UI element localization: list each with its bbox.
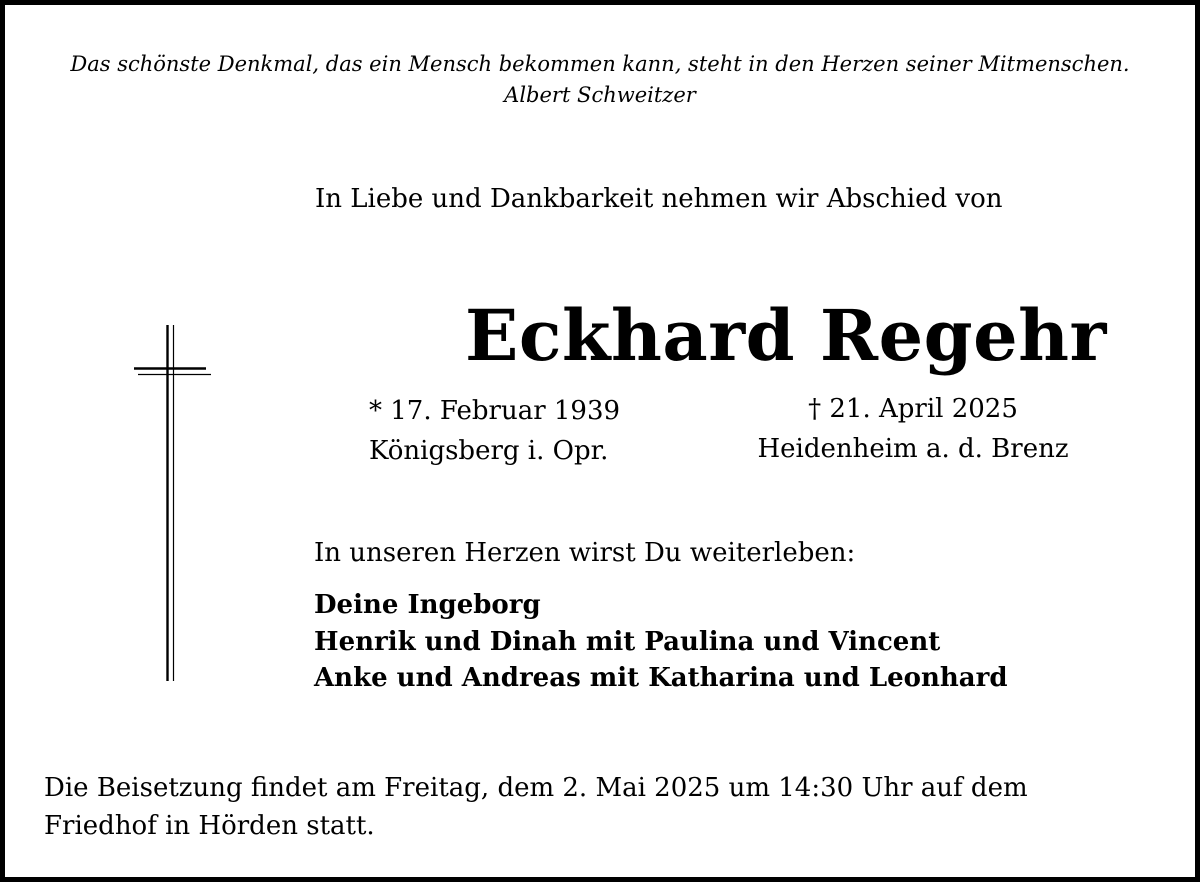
death-date: † 21. April 2025 (808, 394, 1018, 424)
birth-info (369, 391, 620, 471)
death-place: Heidenheim a. d. Brenz (757, 434, 1069, 464)
funeral-line: Friedhof in Hörden statt. (44, 811, 375, 841)
cross-icon (130, 323, 215, 685)
farewell-intro: In Liebe und Dankbarkeit nehmen wir Abschied von (315, 184, 1003, 214)
quote-author: Albert Schweitzer (504, 83, 696, 107)
survivor-line: Deine Ingeborg (314, 590, 541, 620)
survivor-line: Anke und Andreas mit Katharina und Leonhard (314, 663, 1008, 693)
survivor-line: Henrik und Dinah mit Paulina und Vincent (314, 626, 941, 657)
deceased-name: Eckhard Regehr (465, 294, 1107, 377)
funeral-line: Die Beisetzung findet am Freitag, dem 2. Mai 2025 um 14:30 Uhr auf dem (44, 773, 1028, 803)
death-info (743, 389, 1083, 469)
quote-text: Das schönste Denkmal, das ein Mensch bekommen kann, steht in den Herzen seiner Mitmenschen. (70, 52, 1130, 76)
birth-date: * 17. Februar 1939 (369, 396, 621, 426)
survivors-list (314, 587, 1008, 697)
birth-place: Königsberg i. Opr. (369, 436, 609, 466)
funeral-announcement (44, 769, 1028, 845)
survivors-intro: In unseren Herzen wirst Du weiterleben: (314, 538, 856, 568)
epigraph-quote (5, 49, 1195, 111)
